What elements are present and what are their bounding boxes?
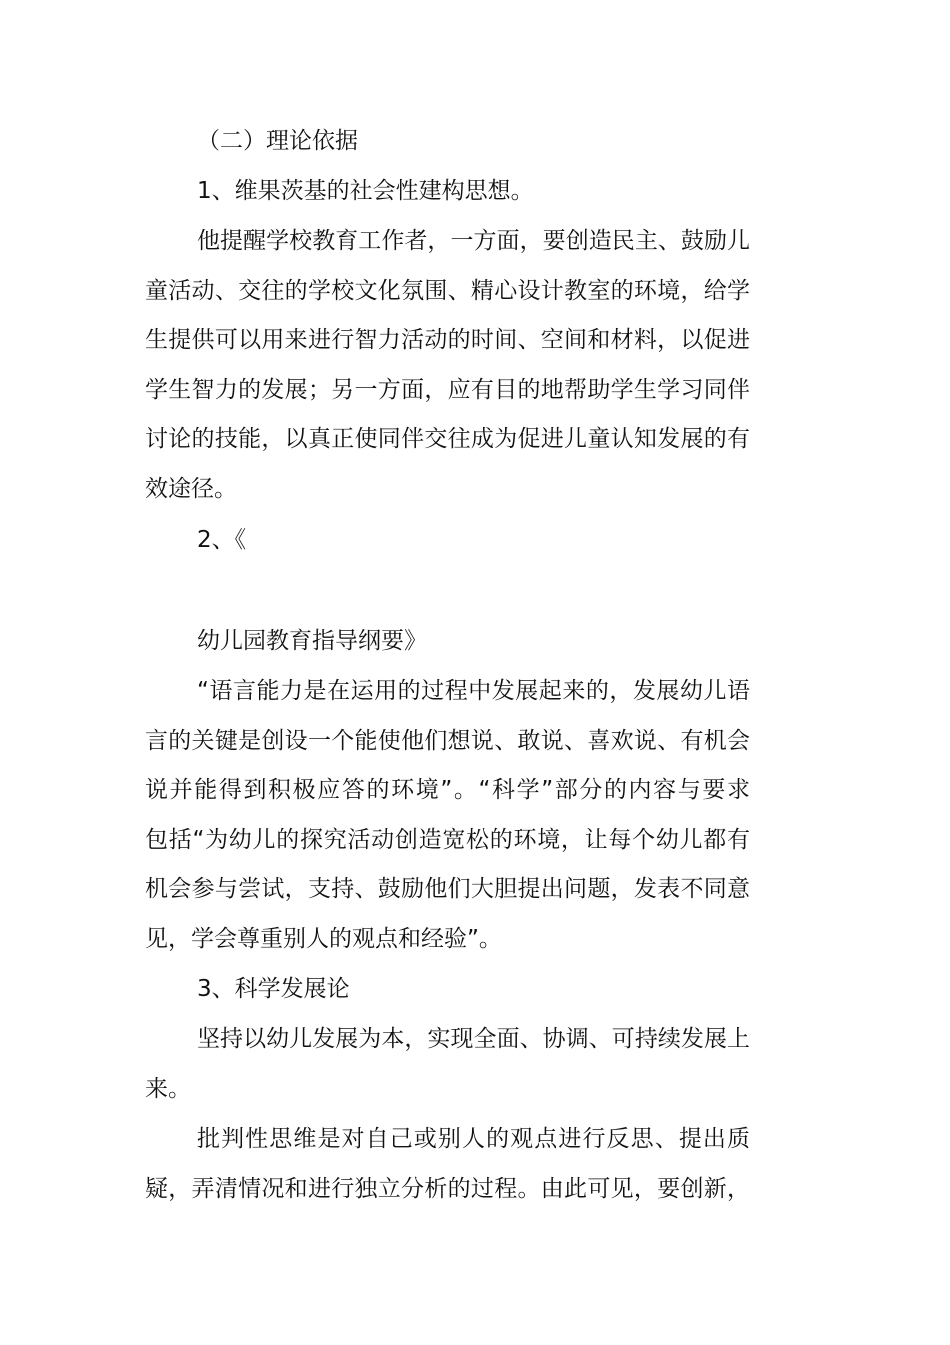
item2-paragraph [145,667,750,964]
paragraph-line: 童活动、交往的学校文化氛围、精心设计教室的环境，给学 [145,277,750,304]
item3-paragraph [145,1015,750,1114]
paragraph-line: 学生智力的发展；另一方面，应有目的地帮助学生学习同伴 [145,376,750,403]
paragraph-line: 见，学会尊重别人的观点和经验”。 [145,925,502,952]
paragraph-line: “语言能力是在运用的过程中发展起来的，发展幼儿语 [197,678,750,704]
paragraph-line: 讨论的技能，以真正使同伴交往成为促进儿童认知发展的有 [145,426,750,452]
item2-title-part2: 幼儿园教育指导纲要》 [197,628,427,654]
paragraph-line: 疑，弄清情况和进行独立分析的过程。由此可见，要创新， [145,1175,750,1202]
paragraph-line: 说并能得到积极应答的环境”。“科学”部分的内容与要求 [145,777,750,803]
item1-paragraph [145,217,750,514]
paragraph-line: 坚持以幼儿发展为本，实现全面、协调、可持续发展上 [197,1026,750,1052]
paragraph-line: 机会参与尝试，支持、鼓励他们大胆提出问题，发表不同意 [145,876,750,902]
paragraph-line: 效途径。 [145,475,237,502]
section-heading: （二）理论依据 [197,128,358,154]
paragraph-line: 生提供可以用来进行智力活动的时间、空间和材料，以促进 [145,327,750,353]
paragraph-line: 来。 [145,1075,191,1102]
paragraph-line: 批判性思维是对自己或别人的观点进行反思、提出质 [197,1126,750,1152]
closing-paragraph [145,1115,750,1214]
item3-title: 3、科学发展论 [197,976,350,1002]
paragraph-line: 言的关键是创设一个能使他们想说、敢说、喜欢说、有机会 [145,727,750,754]
paragraph-line: 他提醒学校教育工作者，一方面，要创造民主、鼓励儿 [197,228,750,254]
paragraph-line: 包括“为幼儿的探究活动创造宽松的环境，让每个幼儿都有 [145,826,750,853]
item2-title-part1: 2、《 [197,527,247,553]
item1-title: 1、维果茨基的社会性建构思想。 [197,178,534,204]
